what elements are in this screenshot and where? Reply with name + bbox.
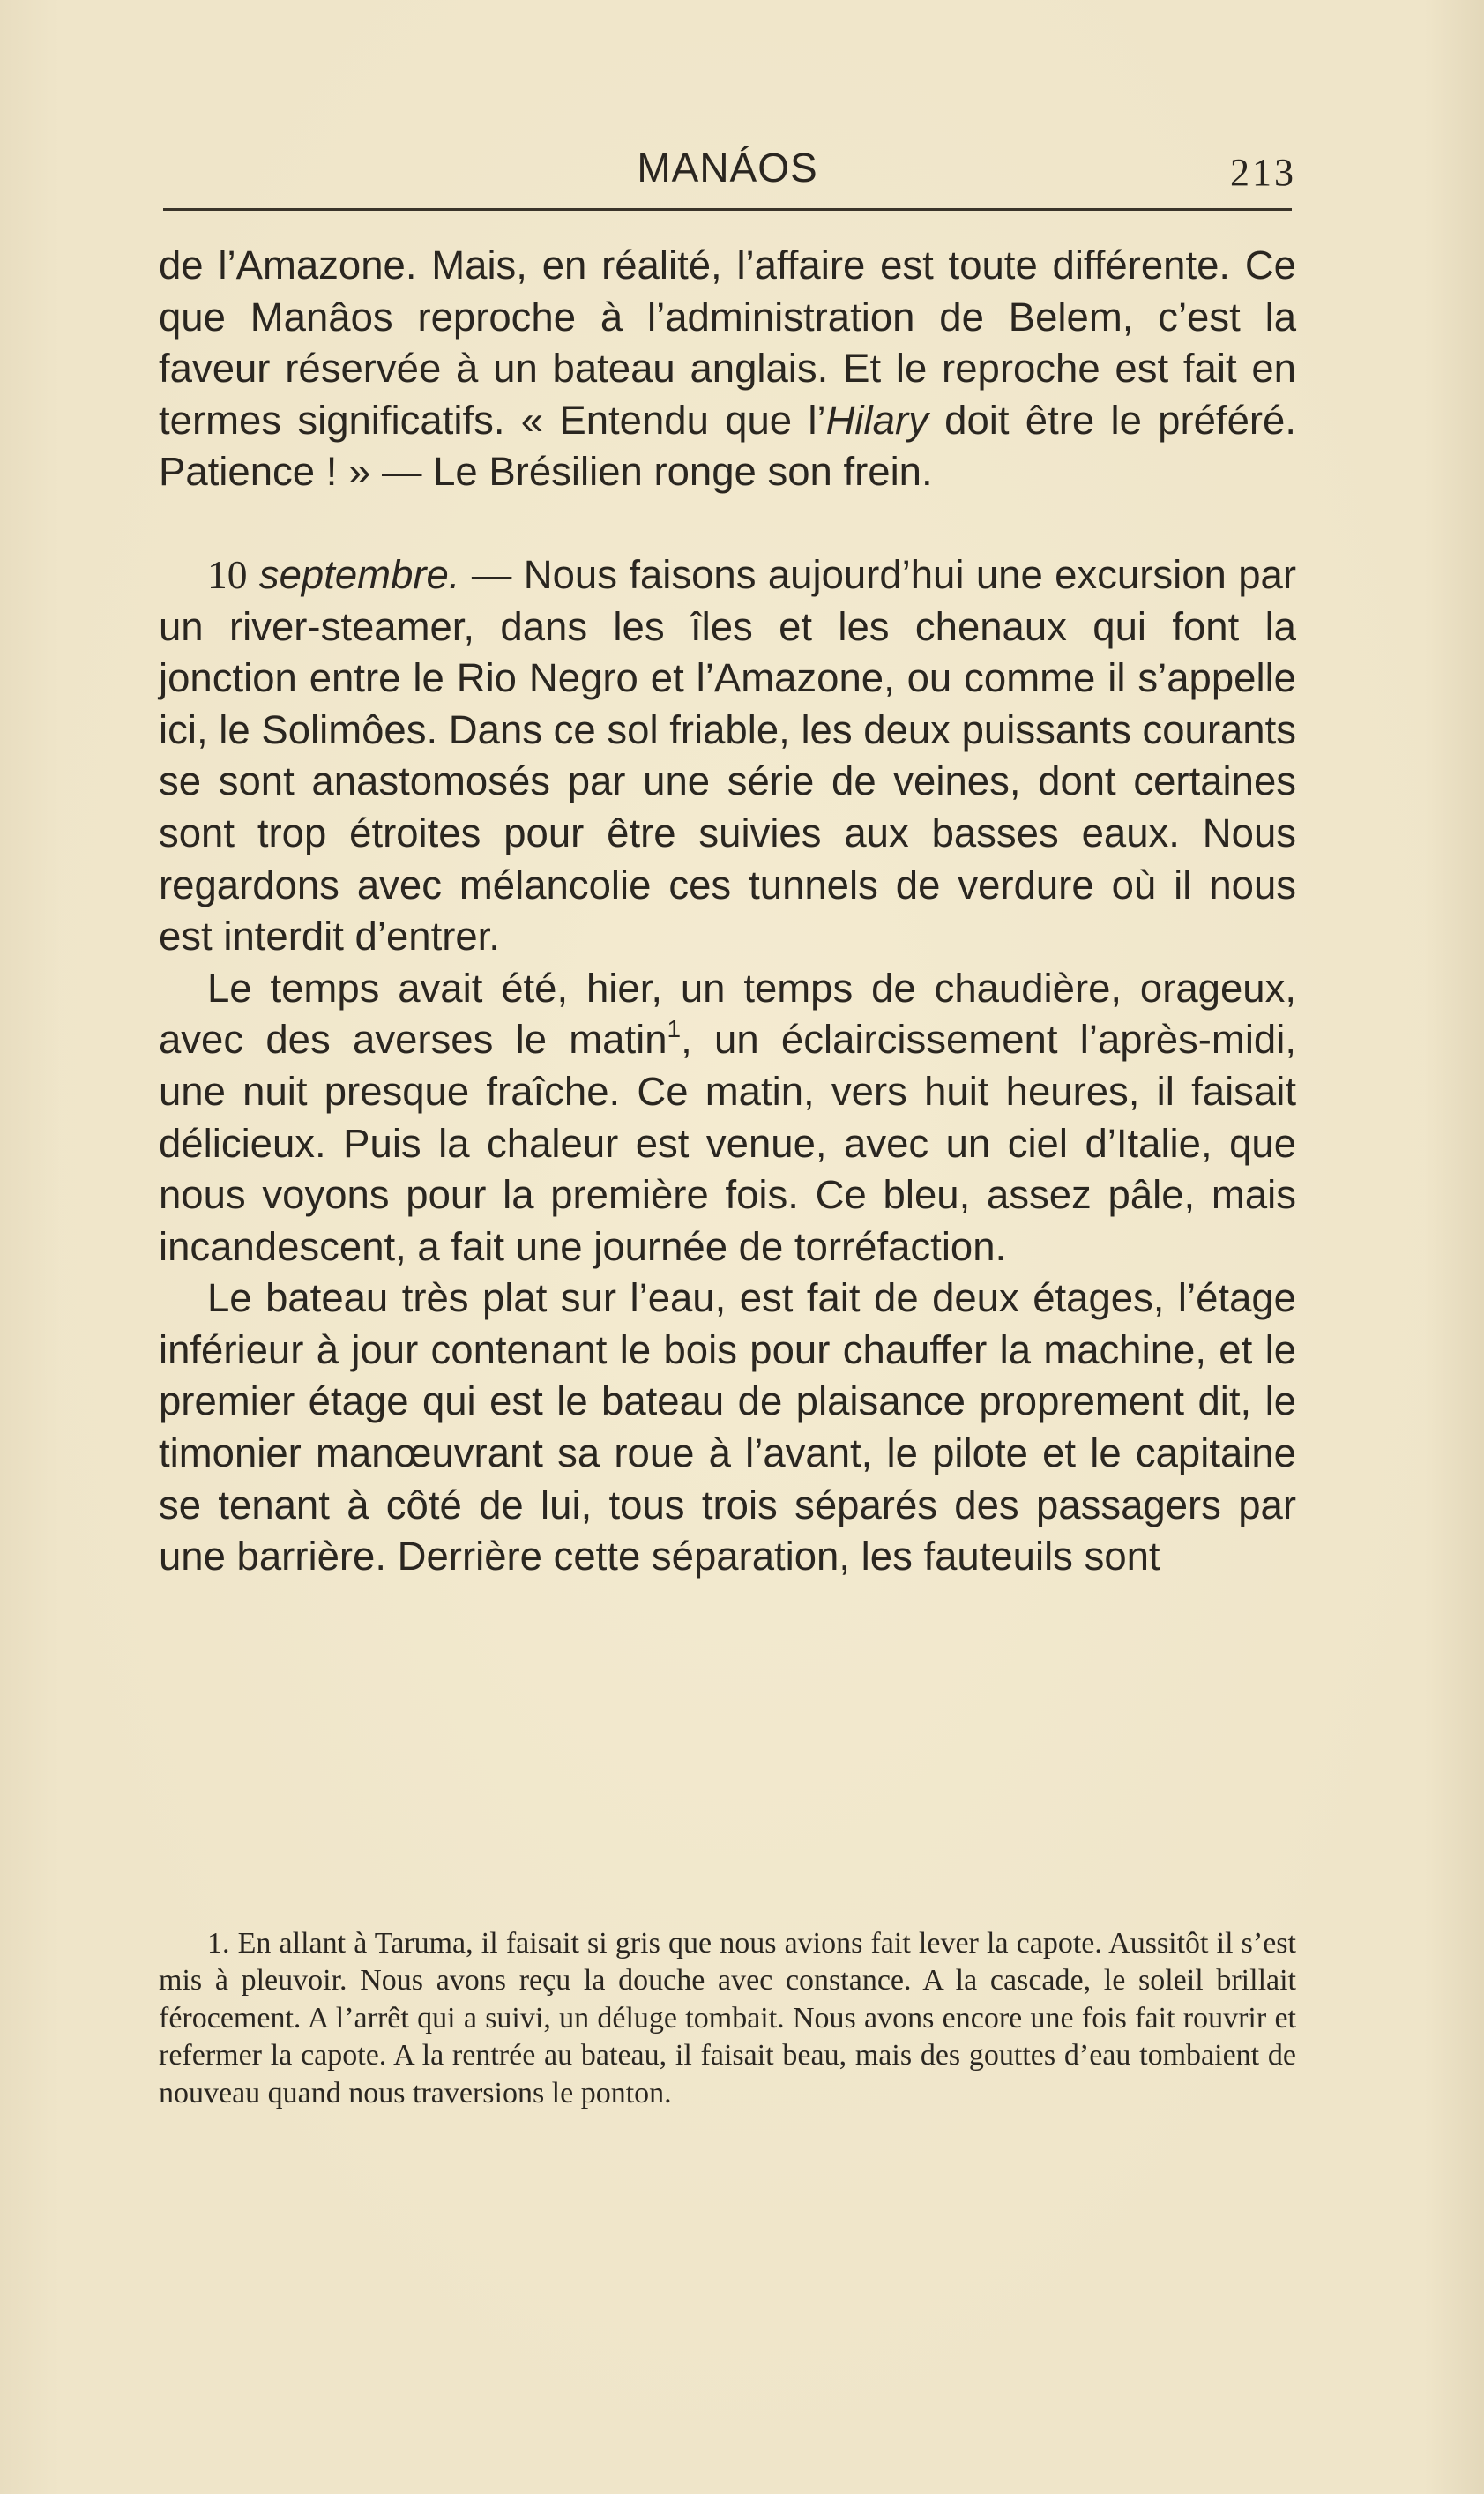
paragraph-2 [159, 549, 1296, 963]
paragraph-4 [159, 1273, 1296, 1583]
page-header [159, 137, 1296, 198]
paragraph-3-text-b: , un éclaircissement l’après-midi, une nuit presque fraîche. Ce matin, vers huit heures, il faisait délicieux. Puis la chaleur est venue, avec un ciel d’Italie, que nous voyons pour la première fois. Ce bleu, assez pâle, mais incandescent, a fait une journée de torréfaction. [159, 1017, 1296, 1269]
body-text [159, 240, 1296, 1583]
paragraph-3 [159, 963, 1296, 1273]
date-month: septembre. [258, 551, 460, 597]
paragraph-2-text: — Nous faisons aujourd’hui une excursion par un river-steamer, dans les îles et les chenaux qui font la jonction entre le Rio Negro et l’Amazone, ou comme il s’appelle ici, le Solimôes. Dans ce sol friable, les deux puissants courants se sont anastomosés par une série de veines, dont certaines sont trop étroites pour être suivies aux basses eaux. Nous regardons avec mélancolie ces tunnels de verdure où il nous est interdit d’entrer. [159, 551, 1296, 960]
paragraph-1-text: de l’Amazone. Mais, en réalité, l’affaire est toute différente. Ce que Manâos reproche à l’administration de Belem, c’est la faveur réservée à un bateau anglais. Et le reproche est fait en termes significatifs. « Entendu que l’ [159, 243, 1296, 443]
footnote [159, 1925, 1296, 2112]
paragraph-1-end: doit être le préféré. Patience ! » — Le Brésilien ronge son frein. [159, 397, 1296, 495]
ship-name: Hilary [825, 397, 928, 443]
header-rule [163, 208, 1292, 211]
paragraph-3-text-a: Le temps avait été, hier, un temps de chaudière, orageux, avec des averses le matin [159, 965, 1296, 1063]
footnote-text: 1. En allant à Taruma, il faisait si gris que nous avions fait lever la capote. Aussitôt il s’est mis à pleuvoir. Nous avons reçu la douche avec constance. A la cascade, le soleil brillait férocement. A l’arrêt qui a suivi, un déluge tombait. Nous avons encore une fois fait rouvrir et refermer la capote. A la rentrée au bateau, il faisait beau, mais des gouttes d’eau tombaient de nouveau quand nous traversions le ponton. [159, 1927, 1296, 2109]
page-number: 213 [1230, 151, 1296, 194]
date-day: 10 [207, 551, 248, 597]
paragraph-1 [159, 240, 1296, 498]
paragraph-4-text: Le bateau très plat sur l’eau, est fait de deux étages, l’étage inférieur à jour contenant le bois pour chauffer la machine, et le premier étage qui est le bateau de plaisance proprement dit, le timonier manœuvrant sa roue à l’avant, le pilote et le capitaine se tenant à côté de lui, tous trois séparés des passagers par une barrière. Derrière cette séparation, les fauteuils sont [159, 1275, 1296, 1579]
running-title: MANÁOS [637, 145, 818, 190]
footnote-reference[interactable]: 1 [667, 1015, 682, 1043]
